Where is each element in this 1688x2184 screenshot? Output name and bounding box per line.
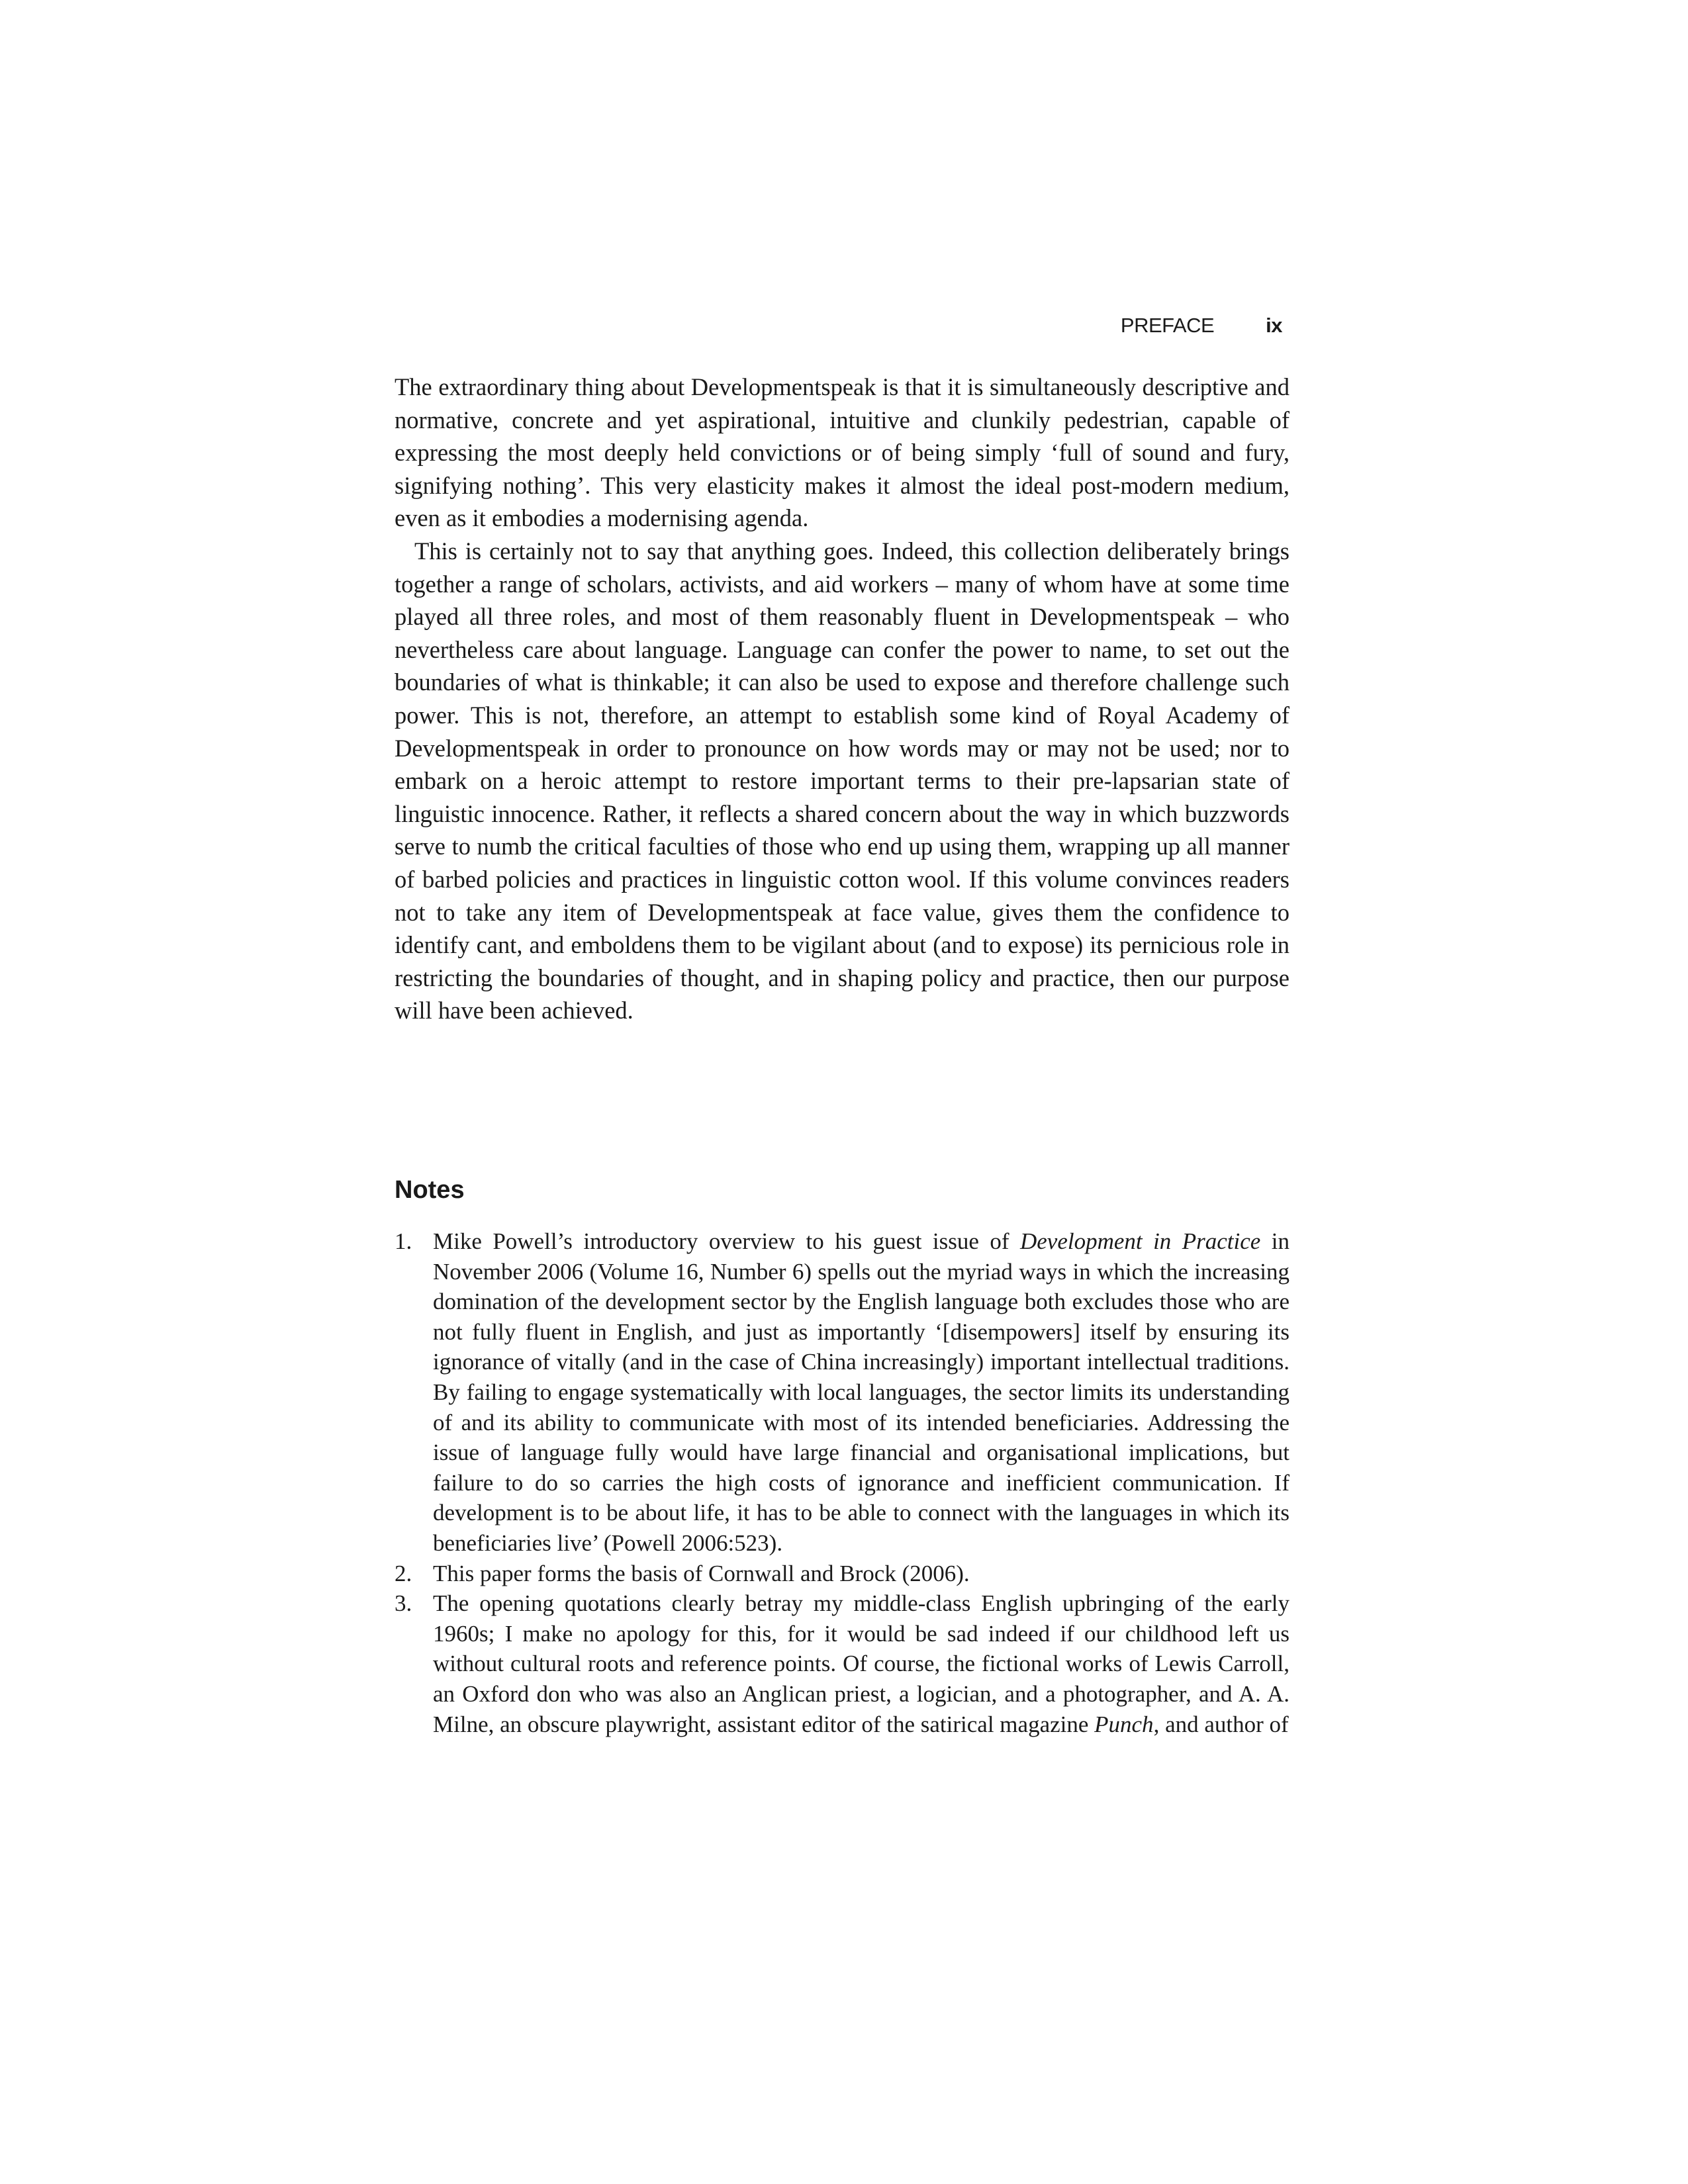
note-text (433, 1226, 1289, 1559)
notes-heading: Notes (395, 1176, 465, 1204)
note-text-part: in November 2006 (Volume 16, Number 6) spells out the myriad ways in which the increasing domination of the development sector by the English language both excludes those who are not fully fluent in English, and just as importantly ‘[disempowers] itself by ensuring its ignorance of vitally (and in the case of China increasingly) important intellectual traditions. By failing to engage systematically with local languages, the sector limits its understanding of and its ability to communicate with most of its intended beneficiaries. Addressing the issue of language fully would have large financial and organisational implications, but failure to do so carries the high costs of ignorance and inefficient communication. If development is to be about life, it has to be able to connect with the languages in which its beneficiaries live’ (Powell 2006:523). (433, 1228, 1289, 1556)
note-item (395, 1559, 1289, 1589)
note-text (433, 1588, 1289, 1739)
note-text-part: Mike Powell’s introductory overview to his guest issue of (433, 1228, 1020, 1254)
notes-list (395, 1226, 1289, 1739)
note-number: 1. (395, 1228, 412, 1254)
note-text-part: The opening quotations clearly betray my middle-class English upbringing of the early 1960s; I make no apology for this, for it would be sad indeed if our childhood left us without cultural roots and reference points. Of course, the fictional works of Lewis Carroll, an Oxford don who was also an Anglican priest, a logician, and a photographer, and A. A. Milne, an obscure playwright, assistant editor of the satirical magazine (433, 1590, 1289, 1737)
note-number: 3. (395, 1590, 412, 1617)
running-head-section: PREFACE (1120, 314, 1215, 337)
note-text-part: , and author of (1153, 1711, 1289, 1737)
note-number: 2. (395, 1560, 412, 1586)
page-number: ix (1266, 314, 1282, 337)
note-item (395, 1226, 1289, 1559)
note-text (433, 1559, 1289, 1589)
note-item (395, 1588, 1289, 1739)
note-italic-title: Punch (1094, 1711, 1154, 1737)
body-paragraph: This is certainly not to say that anything goes. Indeed, this collection deliberately brings together a range of scholars, activists, and aid workers – many of whom have at some time played all three roles, and most of them reasonably fluent in Developmentspeak – who nevertheless care about language. Language can confer the power to name, to set out the boundaries of what is thinkable; it can also be used to expose and therefore challenge such power. This is not, therefore, an attempt to establish some kind of Royal Academy of Developmentspeak in order to pronounce on how words may or may not be used; nor to embark on a heroic attempt to restore important terms to their pre-lapsarian state of linguistic innocence. Rather, it reflects a shared concern about the way in which buzzwords serve to numb the critical faculties of those who end up using them, wrapping up all manner of barbed policies and practices in linguistic cotton wool. If this volume convinces readers not to take any item of Developmentspeak at face value, gives them the confidence to identify cant, and emboldens them to be vigilant about (and to expose) its pernicious role in restricting the boundaries of thought, and in shaping policy and practice, then our purpose will have been achieved. (395, 537, 1289, 1024)
body-text (395, 371, 1289, 1027)
body-paragraph: The extraordinary thing about Developmentspeak is that it is simultaneously descriptive and normative, concrete and yet aspirational, intuitive and clunkily pedestrian, capable of expressing the most deeply held convictions or of being simply ‘full of sound and fury, signifying nothing’. This very elasticity makes it almost the ideal post-modern medium, even as it embodies a modernising agenda. (395, 373, 1289, 532)
note-text-part: This paper forms the basis of Cornwall and Brock (2006). (433, 1560, 970, 1586)
note-italic-title: Development in Practice (1019, 1228, 1261, 1254)
running-head (1121, 314, 1282, 338)
